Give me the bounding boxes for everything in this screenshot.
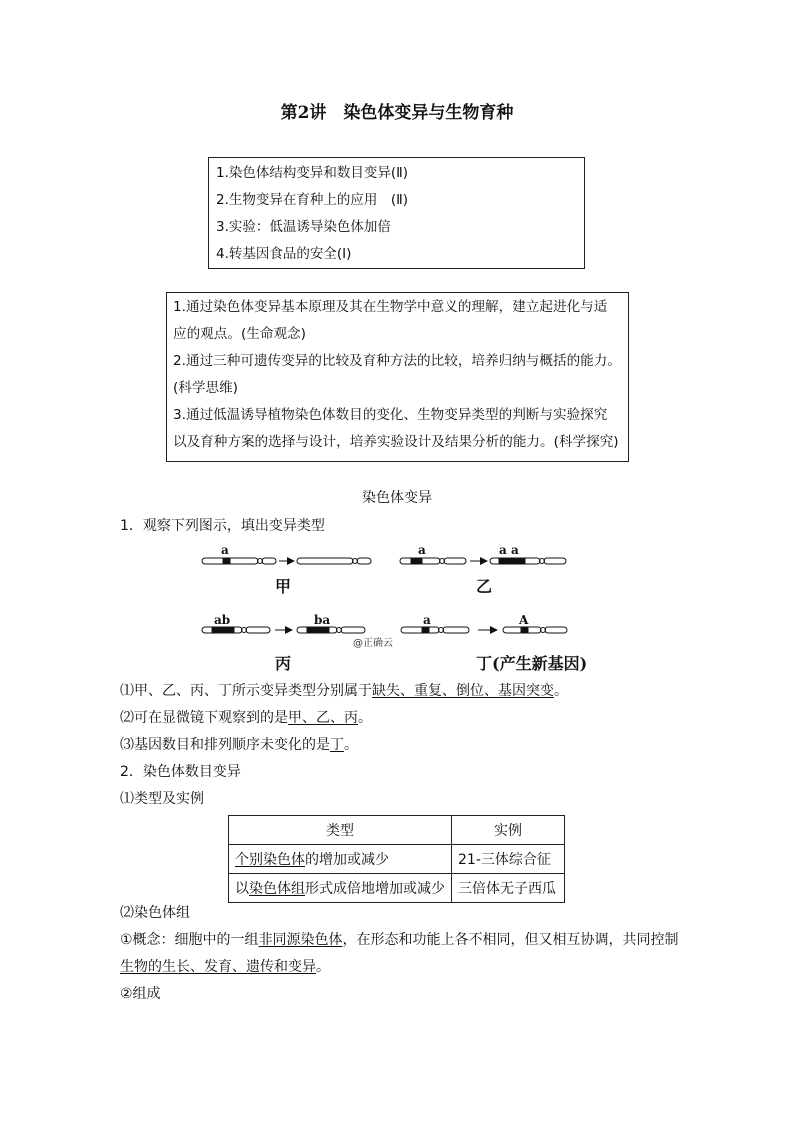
gene-label-bing-after: ba — [314, 613, 331, 627]
diagram-label-ding: 丁(产生新基因) — [476, 654, 588, 673]
composition-heading: ②组成 — [120, 986, 161, 1002]
chromosome-ding-before — [401, 627, 469, 633]
table-cell: 个别染色体的增加或减少 — [229, 845, 452, 874]
chromosome-yi-before — [400, 558, 466, 564]
gene-label-yi-after: a a — [499, 543, 519, 557]
chromosome-jia-before — [202, 558, 276, 564]
answer-blank: 缺失、重复、倒位、基因突变 — [372, 683, 554, 699]
gene-label-ding-before: a — [423, 613, 431, 627]
diagram-label-yi: 乙 — [476, 577, 493, 596]
table-cell: 21-三体综合征 — [452, 845, 565, 874]
objective-item: 3.实验：低温诱导染色体加倍 — [216, 219, 391, 235]
gene-label-yi-before: a — [418, 543, 426, 557]
table-header-cell: 实例 — [452, 816, 565, 845]
objective-item: 1.染色体结构变异和数目变异(Ⅱ) — [216, 165, 409, 181]
answer-blank: 非同源染色体 — [258, 932, 343, 948]
concept-line-1: ①概念：细胞中的一组非同源染色体，在形态和功能上各不相同，但又相互协调，共同控制 — [120, 932, 679, 948]
q1-answer-2: ⑵可在显微镜下观察到的是甲、乙、丙。 — [120, 710, 372, 726]
literacy-line: 应的观点。(生命观念) — [173, 326, 306, 342]
literacy-line: (科学思维) — [173, 380, 238, 396]
table-row — [229, 845, 565, 874]
answer-blank: 生物的生长、发育、遗传和变异 — [120, 959, 316, 975]
q1-answer-1: ⑴甲、乙、丙、丁所示变异类型分别属于缺失、重复、倒位、基因突变。 — [120, 683, 568, 699]
diagram-label-jia: 甲 — [275, 577, 292, 596]
answer-blank: 丁 — [330, 737, 344, 753]
gene-label-ding-after: A — [519, 613, 529, 627]
q2-sub2: ⑵染色体组 — [120, 905, 190, 921]
literacy-box — [166, 292, 629, 462]
literacy-line: 2.通过三种可遗传变异的比较及育种方法的比较，培养归纳与概括的能力。 — [173, 353, 621, 369]
table-header-cell: 类型 — [229, 816, 452, 845]
page-title: 第2讲 染色体变异与生物育种 — [280, 103, 514, 123]
literacy-line: 3.通过低温诱导植物染色体数目的变化、生物变异类型的判断与实验探究 — [173, 407, 608, 423]
table-cell: 三倍体无子西瓜 — [452, 874, 565, 903]
answer-blank: 染色体组 — [249, 881, 305, 897]
literacy-line: 1.通过染色体变异基本原理及其在生物学中意义的理解，建立起进化与适 — [173, 299, 608, 315]
table-cell: 以染色体组形式成倍地增加或减少 — [229, 874, 452, 903]
diagram-label-bing: 丙 — [275, 654, 292, 673]
chromosome-bing-before — [202, 627, 270, 633]
watermark: @正确云 — [353, 638, 393, 649]
gene-label-jia: a — [221, 543, 229, 557]
concept-line-2: 生物的生长、发育、遗传和变异。 — [120, 959, 330, 975]
chromosome-yi-after — [490, 558, 566, 564]
q2-sub1: ⑴类型及实例 — [120, 791, 204, 807]
chromosome-jia-after — [297, 558, 371, 564]
chromosome-ding-after — [503, 627, 567, 633]
chromosome-bing-after — [297, 627, 365, 633]
variation-table — [228, 815, 565, 903]
q2-heading: 2．染色体数目变异 — [120, 764, 241, 780]
table-row — [229, 874, 565, 903]
q1-answer-3: ⑶基因数目和排列顺序未变化的是丁。 — [120, 737, 358, 753]
objectives-box — [208, 157, 585, 269]
answer-blank: 甲、乙、丙 — [288, 710, 358, 726]
gene-label-bing-before: ab — [214, 613, 231, 627]
table-header-row — [229, 816, 565, 845]
section-heading: 染色体变异 — [362, 490, 432, 506]
literacy-line: 以及育种方案的选择与设计，培养实验设计及结果分析的能力。(科学探究) — [173, 434, 619, 450]
objective-item: 4.转基因食品的安全(Ⅰ) — [216, 246, 352, 262]
answer-blank: 个别染色体 — [235, 852, 305, 868]
q1-heading: 1．观察下列图示，填出变异类型 — [120, 518, 325, 534]
objective-item: 2.生物变异在育种上的应用 (Ⅱ) — [216, 192, 409, 208]
